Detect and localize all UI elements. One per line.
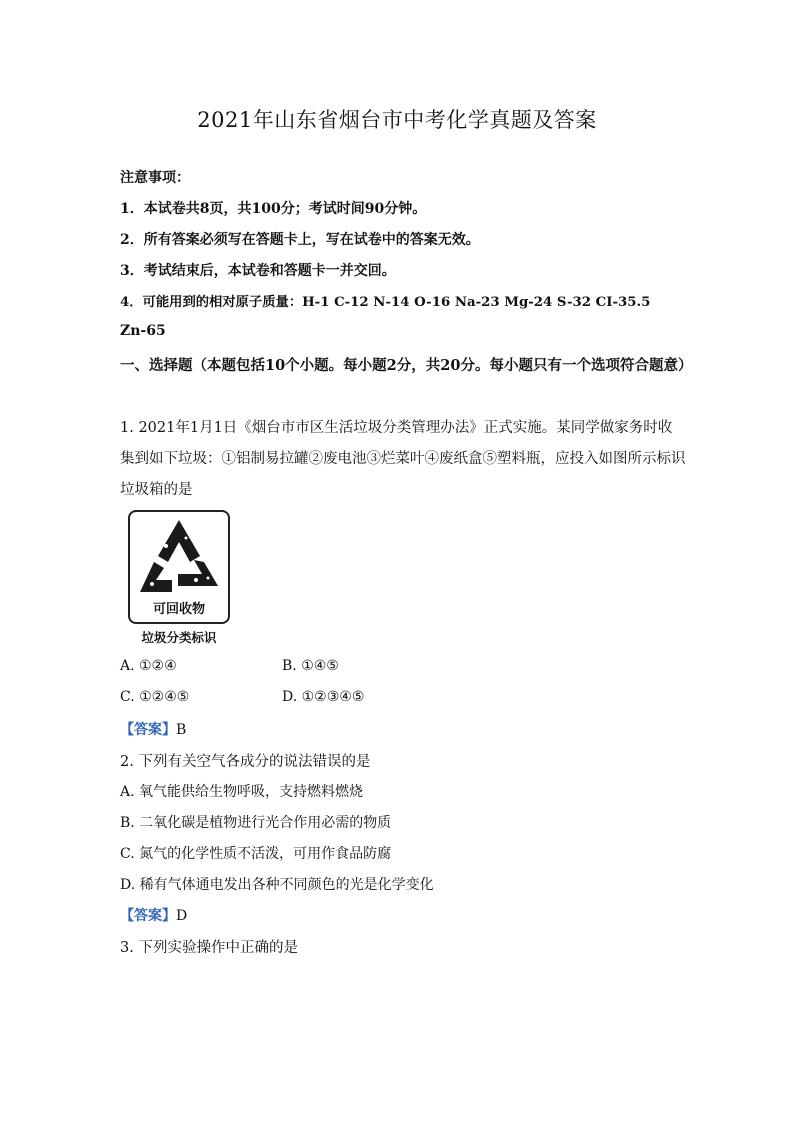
q2-answer-label: 【答案】	[120, 908, 176, 924]
page-title: 2021年山东省烟台市中考化学真题及答案	[197, 108, 597, 132]
notice-item-2: 2．所有答案必须写在答题卡上，写在试卷中的答案无效。	[120, 232, 480, 248]
q1-option-b: B. ①④⑤	[282, 658, 339, 674]
q2-stem: 2. 下列有关空气各成分的说法错误的是	[120, 754, 371, 770]
notice-item-4: 4．可能用到的相对原子质量：H-1 C-12 N-14 O-16 Na-23 Mg-24 S-32 CI-35.5	[120, 295, 651, 310]
notice-item-5: Zn-65	[120, 323, 166, 339]
q2-answer	[120, 905, 187, 925]
notice-item-3: 3．考试结束后，本试卷和答题卡一并交回。	[120, 263, 396, 279]
recycle-logo-caption: 垃圾分类标识	[141, 630, 217, 645]
q2-option-b: B. 二氧化碳是植物进行光合作用必需的物质	[120, 815, 392, 831]
q1-answer	[120, 719, 186, 739]
q1-answer-label: 【答案】	[120, 722, 176, 738]
notice-item-1: 1．本试卷共8页，共100分；考试时间90分钟。	[120, 201, 427, 217]
q2-answer-value: D	[176, 908, 188, 924]
q2-option-a: A. 氧气能供给生物呼吸，支持燃料燃烧	[120, 784, 364, 800]
q2-option-d: D. 稀有气体通电发出各种不同颜色的光是化学变化	[120, 877, 434, 893]
q1-option-a: A. ①②④	[120, 658, 177, 674]
notice-heading: 注意事项：	[120, 170, 190, 186]
recycle-logo-text: 可回收物	[152, 602, 205, 617]
recycle-logo	[128, 510, 230, 646]
q1-option-c: C. ①②④⑤	[120, 689, 190, 705]
q1-stem-line-2: 集到如下垃圾：①铝制易拉罐②废电池③烂菜叶④废纸盒⑤塑料瓶，应投入如图所示标识	[120, 451, 686, 467]
q1-option-d: D. ①②③④⑤	[282, 689, 365, 705]
q3-stem: 3. 下列实验操作中正确的是	[120, 940, 298, 956]
q1-answer-value: B	[176, 722, 187, 738]
section-heading: 一、选择题（本题包括10个小题。每小题2分，共20分。每小题只有一个选项符合题意）	[120, 357, 693, 374]
q1-stem-line-3: 垃圾箱的是	[120, 482, 193, 498]
recycle-icon	[136, 516, 222, 600]
recycle-logo-frame	[128, 510, 230, 624]
q1-stem-line-1: 1. 2021年1月1日《烟台市市区生活垃圾分类管理办法》正式实施。某同学做家务时收	[120, 420, 673, 436]
q2-option-c: C. 氮气的化学性质不活泼，可用作食品防腐	[120, 846, 392, 862]
